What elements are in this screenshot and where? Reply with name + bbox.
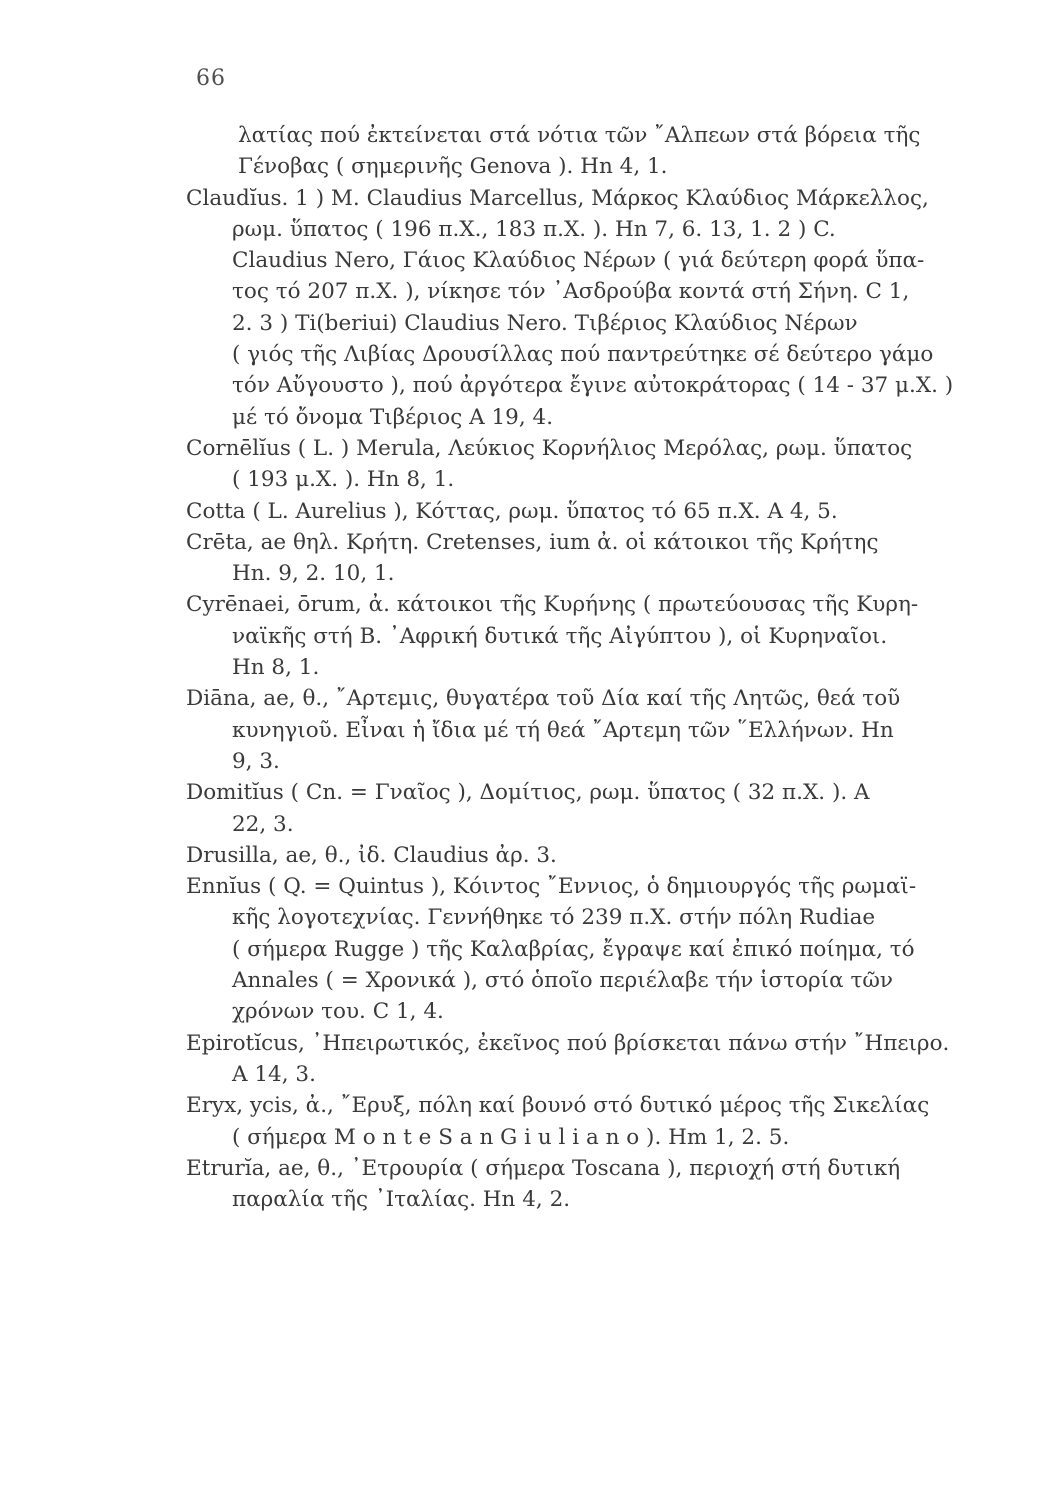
page-number: 66 [196, 66, 226, 91]
entry-continuation-line: 9, 3. [232, 748, 280, 774]
entry-continuation-line: χρόνων του. C 1, 4. [232, 999, 444, 1025]
entry-continuation-line: παραλία τῆς ᾿Ιταλίας. Hn 4, 2. [232, 1187, 571, 1213]
continued-entry [186, 120, 1036, 183]
glossary-entry [186, 527, 1036, 590]
entry-continuation-line: Γένοβας ( σημερινῆς Genova ). Hn 4, 1. [238, 154, 668, 180]
entry-continuation-line: ( σήμερα Rugge ) τῆς Καλαβρίας, ἔγραψε καί ἐπικό ποίημα, τό [232, 936, 915, 962]
glossary-entry [186, 1090, 1036, 1153]
entry-continuation-line: Α 14, 3. [232, 1061, 316, 1087]
entry-continuation-line: μέ τό ὄνομα Τιβέριος Α 19, 4. [232, 404, 554, 430]
glossary-entry [186, 183, 1036, 433]
glossary-entry [186, 496, 1036, 527]
entry-line: Cyrēnaei, ōrum, ἀ. κάτοικοι τῆς Κυρήνης ( πρωτεύουσας τῆς Κυρη- [186, 592, 919, 618]
entry-continuation-line: τος τό 207 π.Χ. ), νίκησε τόν ᾿Ασδρούβα κοντά στή Σήνη. C 1, [232, 279, 910, 305]
entry-continuation-line: ( 193 μ.Χ. ). Hn 8, 1. [232, 467, 455, 493]
entry-continuation-line: Hn 8, 1. [232, 655, 320, 681]
glossary-entries [186, 120, 1036, 1215]
entry-continuation-line: κυνηγιοῦ. Εἶναι ἡ ἴδια μέ τή θεά ῎Αρτεμη τῶν ῞Ελλήνων. Hn [232, 717, 894, 743]
glossary-entry [186, 1153, 1036, 1216]
glossary-entry [186, 871, 1036, 1027]
entry-continuation-line: Annales ( = Χρονικά ), στό ὁποῖο περιέλαβε τήν ἱστορία τῶν [232, 968, 893, 994]
entry-line: Drusilla, ae, θ., ἰδ. Claudius ἀρ. 3. [186, 842, 557, 868]
glossary-entry [186, 840, 1036, 871]
entry-continuation-line: 22, 3. [232, 811, 294, 837]
entry-line: Cotta ( L. Aurelius ), Κόττας, ρωμ. ὕπατος τό 65 π.Χ. Α 4, 5. [186, 498, 838, 524]
entry-line: Epirotĭcus, ᾿Ηπειρωτικός, ἐκεῖνος πού βρίσκεται πάνω στήν ῎Ηπειρο. [186, 1030, 950, 1056]
entry-continuation-line: ναϊκῆς στή Β. ᾿Αφρική δυτικά τῆς Αἰγύπτου ), οἱ Κυρηναῖοι. [232, 623, 888, 649]
glossary-entry [186, 683, 1036, 777]
entry-continuation-line: ( γιός τῆς Λιβίας Δρουσίλλας πού παντρεύτηκε σέ δεύτερο γάμο [232, 342, 934, 368]
glossary-entry [186, 589, 1036, 683]
entry-continuation-line: ( σήμερα M o n t e S a n G i u l i a n o ). Hm 1, 2. 5. [232, 1124, 790, 1150]
glossary-entry [186, 433, 1036, 496]
entry-continuation-line: κῆς λογοτεχνίας. Γεννήθηκε τό 239 π.Χ. στήν πόλη Rudiae [232, 905, 876, 931]
entry-line: Claudĭus. 1 ) M. Claudius Marcellus, Μάρκος Κλαύδιος Μάρκελλος, [186, 185, 929, 211]
entry-line: Eryx, ycis, ἀ., ῎Ερυξ, πόλη καί βουνό στό δυτικό μέρος τῆς Σικελίας [186, 1093, 930, 1119]
entry-continuation-line: Claudius Nero, Γάιος Κλαύδιος Νέρων ( γιά δεύτερη φορά ὕπα- [232, 248, 925, 274]
entry-line: Crēta, ae θηλ. Κρήτη. Cretenses, ium ἀ. οἱ κάτοικοι τῆς Κρήτης [186, 529, 879, 555]
glossary-entry [186, 1028, 1036, 1091]
entry-line: Diāna, ae, θ., ῎Αρτεμις, θυγατέρα τοῦ Δία καί τῆς Λητῶς, θεά τοῦ [186, 686, 901, 712]
entry-line: Etrurĭa, ae, θ., ᾿Ετρουρία ( σήμερα Toscana ), περιοχή στή δυτική [186, 1155, 901, 1181]
entry-continuation-line: 2. 3 ) Ti(beriui) Claudius Nero. Τιβέριος Κλαύδιος Νέρων [232, 310, 858, 336]
entry-line: Domitĭus ( Cn. = Γναῖος ), Δομίτιος, ρωμ. ὕπατος ( 32 π.Χ. ). Α [186, 780, 870, 806]
entry-continuation-line: ρωμ. ὕπατος ( 196 π.Χ., 183 π.Χ. ). Hn 7, 6. 13, 1. 2 ) C. [232, 216, 836, 242]
entry-line: Cornēlĭus ( L. ) Merula, Λεύκιος Κορνήλιος Μερόλας, ρωμ. ὕπατος [186, 435, 913, 461]
entry-line: λατίας πού ἐκτείνεται στά νότια τῶν ῎Αλπεων στά βόρεια τῆς [238, 123, 921, 148]
entry-continuation-line: τόν Αὔγουστο ), πού ἀργότερα ἔγινε αὐτοκράτορας ( 14 - 37 μ.Χ. ) [232, 373, 954, 399]
glossary-entry [186, 777, 1036, 840]
entry-line: Ennĭus ( Q. = Quintus ), Κόιντος ῎Εννιος, ὁ δημιουργός τῆς ρωμαϊ- [186, 874, 917, 900]
entry-continuation-line: Hn. 9, 2. 10, 1. [232, 561, 395, 587]
